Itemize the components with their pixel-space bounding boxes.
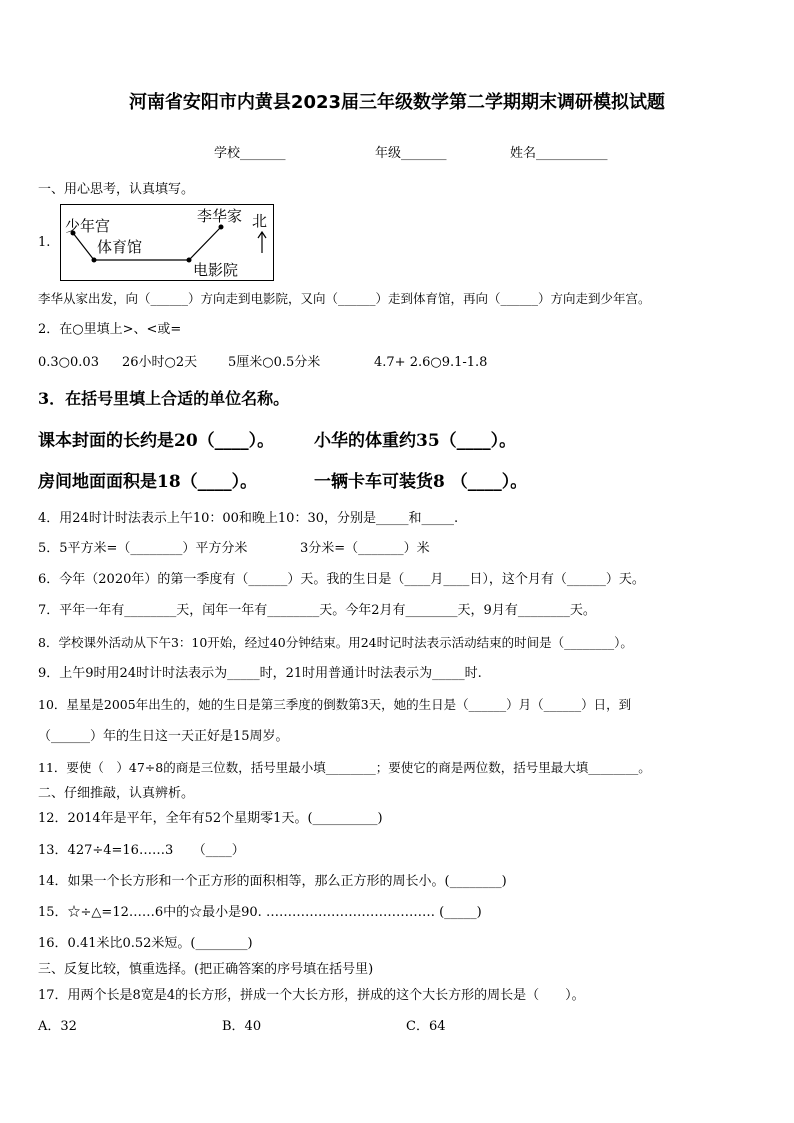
question-2-stem: 2．在○里填上>、<或= <box>38 322 182 337</box>
label-dianying: 电影院 <box>193 261 239 279</box>
section-heading-2: 二、仔细推敲，认真辨析。 <box>38 786 195 801</box>
name-field[interactable]: 姓名___________ <box>510 146 608 161</box>
q5-part: 3分米=（_______）米 <box>300 541 430 556</box>
page-title: 河南省安阳市内黄县2023届三年级数学第二学期期末调研模拟试题 <box>128 92 666 113</box>
dianying-point <box>187 258 192 263</box>
question-12: 12．2014年是平年，全年有52个星期零1天。(__________) <box>38 811 383 826</box>
label-lihua: 李华家 <box>197 207 243 225</box>
question-17-options <box>38 1019 446 1035</box>
q2-item: 26小时○2天 <box>122 355 198 370</box>
question-17-stem: 17．用两个长是8宽是4的长方形，拼成一个大长方形，拼成的这个大长方形的周长是（ ）。 <box>38 988 585 1003</box>
question-3-row-2 <box>38 471 527 493</box>
q2-item: 4.7+ 2.6○9.1-1.8 <box>374 355 488 370</box>
question-6: 6．今年（2020年）的第一季度有（______）天。我的生日是（____月____日），这个月有（______）天。 <box>38 572 645 587</box>
school-field[interactable]: 学校_______ <box>214 146 286 161</box>
question-1-number: 1. <box>38 235 51 250</box>
q2-item: 0.3○0.03 <box>38 355 99 370</box>
question-13: 13．427÷4=16……3 （____） <box>38 843 245 858</box>
question-2-items <box>38 355 487 371</box>
section-heading-1: 一、用心思考，认真填写。 <box>38 182 195 197</box>
question-4: 4．用24时计时法表示上午10：00和晚上10：30，分别是_____和_____. <box>38 511 459 526</box>
question-3-stem: 3．在括号里填上合适的单位名称。 <box>38 389 290 408</box>
q3-item: 一辆卡车可装货8 （____）。 <box>314 472 528 492</box>
label-tiyu: 体育馆 <box>97 238 143 256</box>
question-10-line-2: （______）年的生日这一天正好是15周岁。 <box>38 729 289 744</box>
q3-item: 小华的体重约35（____）。 <box>314 431 517 451</box>
label-shaonian: 少年宫 <box>65 217 111 235</box>
question-15: 15．☆÷△=12……6中的☆最小是90. ………………………………… (_____) <box>38 905 482 920</box>
question-1-text: 李华从家出发，向（______）方向走到电影院，又向（______）走到体育馆，再向（______）方向走到少年宫。 <box>38 291 651 306</box>
label-north: 北 <box>252 212 268 230</box>
question-11: 11．要使（ ）47÷8的商是三位数，括号里最小填________；要使它的商是两位数，括号里最大填________。 <box>38 760 651 775</box>
q2-item: 5厘米○0.5分米 <box>228 355 321 370</box>
route-map <box>60 204 274 281</box>
q3-item: 房间地面面积是18（____）。 <box>38 472 258 492</box>
question-3-row-1 <box>38 430 516 452</box>
q3-item: 课本封面的长约是20（____）。 <box>38 431 275 451</box>
option-a[interactable]: A．32 <box>38 1019 77 1034</box>
question-9: 9．上午9时用24时计时法表示为_____时，21时用普通计时法表示为_____时. <box>38 666 482 681</box>
question-16: 16．0.41米比0.52米短。(________) <box>38 936 253 951</box>
section-heading-3: 三、反复比较，慎重选择。(把正确答案的序号填在括号里) <box>38 962 374 977</box>
option-b[interactable]: B．40 <box>222 1019 262 1034</box>
q5-part: 5．5平方米=（________）平方分米 <box>38 541 248 556</box>
grade-field[interactable]: 年级_______ <box>375 146 447 161</box>
question-10-line-1: 10．星星是2005年出生的，她的生日是第三季度的倒数第3天，她的生日是（______）月（______）日，到 <box>38 697 632 712</box>
question-5 <box>38 541 430 557</box>
tiyu-point <box>92 258 97 263</box>
question-8: 8．学校课外活动从下午3：10开始，经过40分钟结束。用24时记时法表示活动结束的时间是（________）。 <box>38 635 633 650</box>
question-14: 14．如果一个长方形和一个正方形的面积相等，那么正方形的周长小。(________) <box>38 874 507 889</box>
option-c[interactable]: C．64 <box>406 1019 446 1034</box>
question-7: 7．平年一年有________天，闰年一年有________天。今年2月有________天，9月有________天。 <box>38 603 596 618</box>
